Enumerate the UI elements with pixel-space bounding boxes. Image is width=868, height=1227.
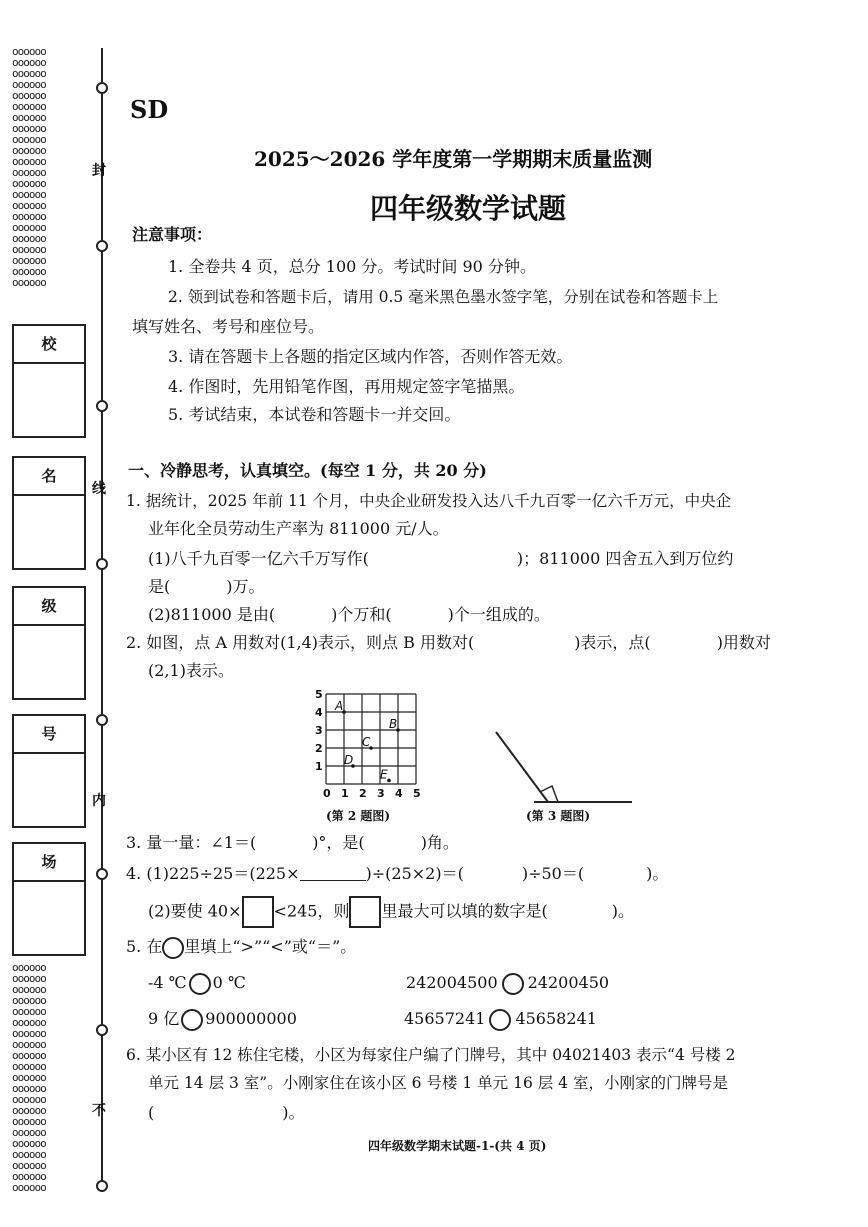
paper-code: SD xyxy=(130,95,169,124)
note-item: 4. 作图时，先用铅笔作图，再用规定签字笔描黑。 xyxy=(168,377,525,396)
point-label: C xyxy=(362,735,371,749)
figure-3-caption: (第 3 题图) xyxy=(526,809,591,823)
angle-figure xyxy=(490,726,640,806)
question-5-text: 5. 在 里填上“>”“<”或“＝”。 xyxy=(126,936,356,959)
x-tick-label: 4 xyxy=(395,787,403,800)
x-tick-label: 5 xyxy=(413,787,421,800)
question-3-text: 3. 量一量：∠1＝( )°，是( )角。 xyxy=(126,833,459,852)
blank-box[interactable] xyxy=(242,896,274,928)
compare-circle[interactable] xyxy=(489,1009,511,1031)
point-label: D xyxy=(344,753,354,767)
question-1-text: 业年化全员劳动生产率为 811000 元/人。 xyxy=(148,519,449,538)
note-item: 1. 全卷共 4 页，总分 100 分。考试时间 90 分钟。 xyxy=(168,257,536,276)
binding-ring xyxy=(96,868,108,880)
compare-item: 45657241 45658241 xyxy=(404,1008,597,1031)
figure-2-caption: (第 2 题图) xyxy=(326,809,391,823)
paper-title: 四年级数学试题 xyxy=(370,192,567,225)
question-6-answer: ( )。 xyxy=(148,1103,305,1122)
point-label: E xyxy=(380,767,388,782)
question-2-text: (2,1)表示。 xyxy=(148,661,234,680)
binding-ring xyxy=(96,82,108,94)
y-tick-label: 2 xyxy=(315,742,323,755)
binding-char: 不 xyxy=(92,1103,106,1119)
exam-number-field[interactable] xyxy=(12,714,86,828)
binding-ring xyxy=(96,558,108,570)
x-tick-label: 2 xyxy=(359,787,367,800)
binding-line xyxy=(101,48,103,1188)
note-item: 5. 考试结束，本试卷和答题卡一并交回。 xyxy=(168,405,461,424)
y-tick-label: 3 xyxy=(315,724,323,737)
field-label: 级 xyxy=(14,588,84,626)
x-tick-label: 0 xyxy=(323,787,331,800)
compare-circle[interactable] xyxy=(189,973,211,995)
compare-item: 242004500 24200450 xyxy=(406,972,609,995)
compare-item: 9 亿 900000000 xyxy=(148,1008,297,1031)
question-1-part1-cont: 是( )万。 xyxy=(148,577,265,596)
compare-item: -4 ℃ 0 ℃ xyxy=(148,972,246,995)
question-1-text: 1. 据统计，2025 年前 11 个月，中央企业研发投入达八千九百零一亿六千万元，中央企 xyxy=(126,492,732,510)
notes-heading: 注意事项： xyxy=(132,225,213,244)
exam-title: 2025～2026 学年度第一学期期末质量监测 xyxy=(254,147,653,171)
question-1-part1: (1)八千九百零一亿六千万写作( )；811000 四舍五入到万位约 xyxy=(148,549,734,568)
binding-ring xyxy=(96,1180,108,1192)
x-tick-label: 3 xyxy=(377,787,385,800)
binding-ring xyxy=(96,400,108,412)
question-2-text: 2. 如图，点 A 用数对(1,4)表示，则点 B 用数对( )表示，点( )用数对 xyxy=(126,633,771,652)
question-4-part1: 4. (1)225÷25＝(225× )÷(25×2)＝( )÷50＝( )。 xyxy=(126,864,669,883)
field-label: 校 xyxy=(14,326,84,364)
x-tick-label: 1 xyxy=(341,787,349,800)
compare-circle[interactable] xyxy=(502,973,524,995)
note-item: 3. 请在答题卡上各题的指定区域内作答，否则作答无效。 xyxy=(168,347,573,366)
class-field[interactable] xyxy=(12,586,86,700)
y-tick-label: 5 xyxy=(315,688,323,701)
point-label: A xyxy=(335,699,344,713)
dot-pattern-bottom: oooooo oooooo oooooo oooooo oooooo oooooo oooooo oooooo oooooo oooooo oooooo oooooo oooooo oooooo oooooo oooooo oooooo oooooo oooooo oooooo oooooo xyxy=(12,962,46,1194)
compare-circle-icon xyxy=(162,937,184,959)
dot-pattern-top: oooooo oooooo oooooo oooooo oooooo oooooo oooooo oooooo oooooo oooooo oooooo oooooo oooooo oooooo oooooo oooooo oooooo oooooo oooooo oooooo oooooo oooooo xyxy=(12,46,46,289)
field-label: 场 xyxy=(14,844,84,882)
point-label: B xyxy=(389,717,398,731)
note-item: 2. 领到试卷和答题卡后，请用 0.5 毫米黑色墨水签字笔，分别在试卷和答题卡上 xyxy=(168,288,719,306)
binding-char: 线 xyxy=(92,481,106,497)
binding-ring xyxy=(96,1024,108,1036)
page-footer: 四年级数学期末试题-1-(共 4 页) xyxy=(368,1139,547,1153)
question-4-part2: (2)要使 40× <245，则 里最大可以填的数字是( )。 xyxy=(148,896,634,928)
y-tick-label: 4 xyxy=(315,706,323,719)
field-label: 号 xyxy=(14,716,84,754)
binding-ring xyxy=(96,714,108,726)
binding-ring xyxy=(96,240,108,252)
question-6-text: 6. 某小区有 12 栋住宅楼，小区为每家住户编了门牌号，其中 04021403 表示“4 号楼 2 xyxy=(126,1046,736,1064)
name-field[interactable] xyxy=(12,456,86,570)
exam-room-field[interactable] xyxy=(12,842,86,956)
y-tick-label: 1 xyxy=(315,760,323,773)
coordinate-grid-figure xyxy=(308,686,438,806)
blank-box[interactable] xyxy=(349,896,381,928)
binding-char: 内 xyxy=(92,793,106,809)
field-label: 名 xyxy=(14,458,84,496)
question-1-part2: (2)811000 是由( )个万和( )个一组成的。 xyxy=(148,605,550,624)
school-field[interactable] xyxy=(12,324,86,438)
note-item: 填写姓名、考号和座位号。 xyxy=(132,317,325,336)
compare-circle[interactable] xyxy=(181,1009,203,1031)
section-heading: 一、冷静思考，认真填空。(每空 1 分，共 20 分) xyxy=(128,461,487,480)
binding-char: 封 xyxy=(92,163,106,179)
question-6-text: 单元 14 层 3 室”。小刚家住在该小区 6 号楼 1 单元 16 层 4 室，小刚家的门牌号是 xyxy=(148,1074,728,1092)
grid-point xyxy=(387,779,391,783)
